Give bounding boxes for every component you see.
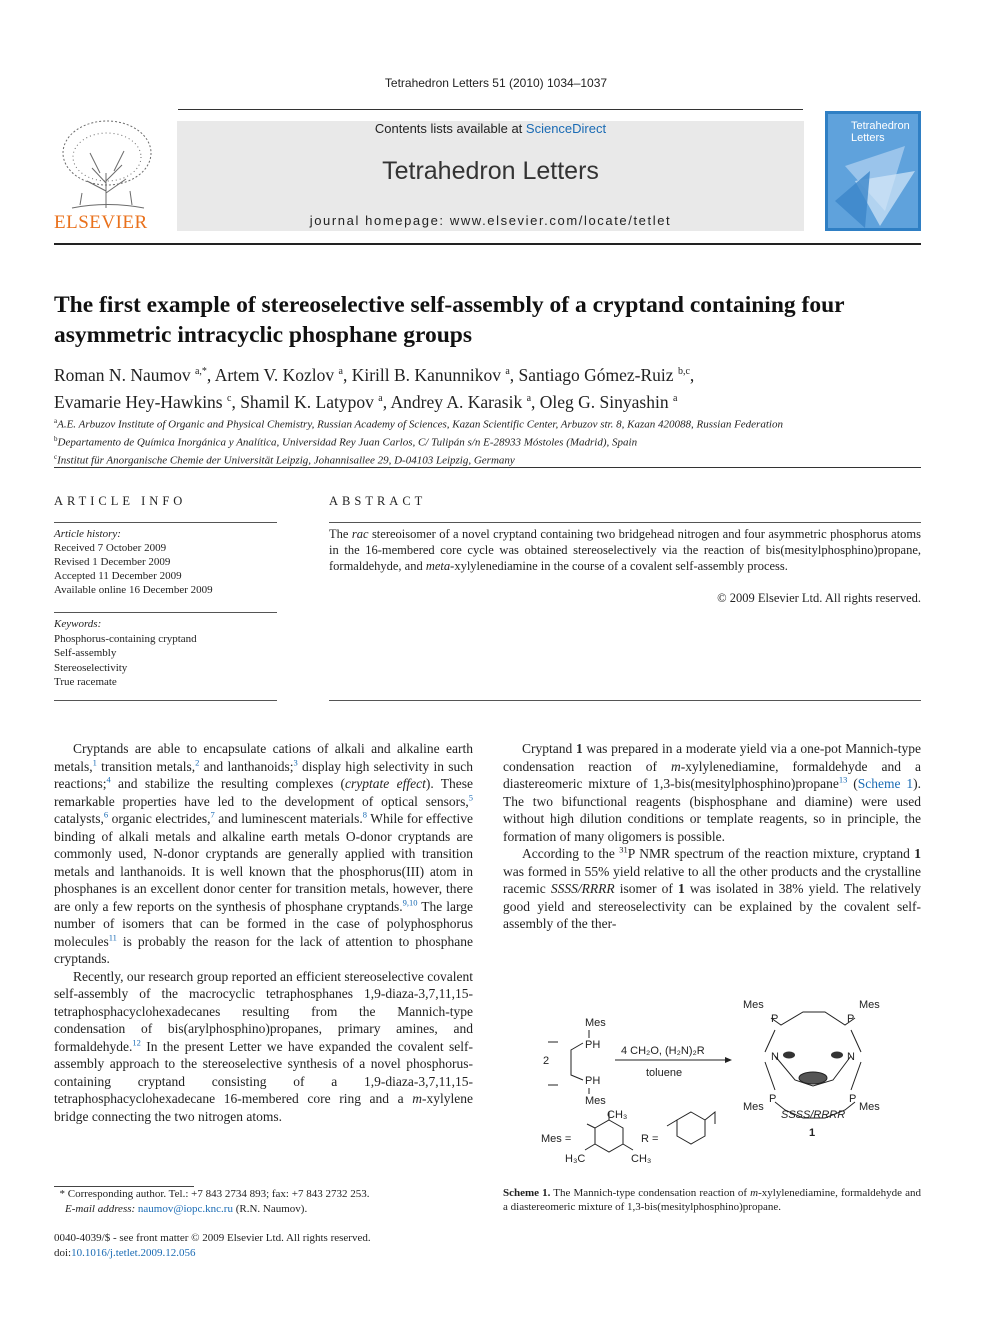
author-affil-mark: b,c bbox=[677, 366, 690, 377]
journal-cover-image bbox=[825, 111, 921, 231]
journal-title: Tetrahedron Letters bbox=[382, 157, 599, 185]
contents-prefix: Contents lists available at bbox=[374, 121, 526, 136]
author-line-2: Evamarie Hey-Hawkins $^c$, Shamil K. Latypov $^a$, Andrey A. Karasik $^a$, Oleg G. Sinyashin $^a$ bbox=[54, 391, 678, 412]
article-info-heading: ARTICLE INFO bbox=[54, 494, 187, 508]
history-item: Received 7 October 2009 bbox=[54, 542, 167, 554]
email-label: E-mail address: bbox=[65, 1202, 138, 1215]
cover-title-1: Tetrahedron bbox=[851, 120, 910, 132]
article-title: The first example of stereoselective self-assembly of a cryptand containing four asymmetric intracyclic phosphane groups bbox=[54, 292, 845, 348]
scheme-mes-label: Mes bbox=[859, 1101, 880, 1113]
text: SSSS/RRRR bbox=[550, 881, 615, 896]
text: ). These remarkable properties have led to the development of optical sensors, bbox=[54, 776, 473, 809]
body-paragraph bbox=[503, 740, 921, 845]
author-affil-mark: a bbox=[338, 366, 343, 377]
issn-line: 0040-4039/$ - see front matter © 2009 Elsevier Ltd. All rights reserved. bbox=[54, 1232, 371, 1244]
scheme-mes-label: Mes bbox=[585, 1095, 606, 1107]
scheme-ph-label: PH bbox=[585, 1075, 601, 1087]
footnote-text: (R.N. Naumov). bbox=[232, 1202, 308, 1215]
author-affil-mark: a bbox=[672, 392, 678, 404]
front-matter bbox=[54, 1231, 474, 1260]
email-link[interactable]: naumov@iopc.knc.ru bbox=[137, 1202, 233, 1215]
text: -xylylenediamine, formaldehyde and a diastereomeric mixture of 1,3-bis(mesitylphosphino)propane bbox=[503, 758, 921, 791]
scheme-caption bbox=[503, 1186, 921, 1214]
reference-link[interactable]: 9,10 bbox=[402, 897, 418, 907]
scheme-1-reaction bbox=[503, 990, 921, 1180]
article-history bbox=[54, 527, 284, 597]
cover-title-2: Letters bbox=[851, 132, 885, 144]
text: isomer of bbox=[614, 881, 678, 896]
doi-link[interactable]: 10.1016/j.tetlet.2009.12.056 bbox=[71, 1246, 196, 1259]
caption-text: -xylylenediamine, formaldehyde and a diastereomeric mixture of 1,3-bis(mesitylphosphino)propane. bbox=[503, 1187, 921, 1213]
journal-citation: Tetrahedron Letters 51 (2010) 1034–1037 bbox=[384, 76, 608, 90]
abstract-fragment: The bbox=[329, 527, 352, 541]
section-rule bbox=[54, 467, 921, 468]
text: was isolated in 38% yield. The relatively good yield and stereoselectivity can be explained by the covalent self-assembly of the ther- bbox=[503, 881, 921, 931]
text: According to the bbox=[522, 846, 620, 861]
text: P NMR spectrum of the reaction mixture, cryptand bbox=[627, 846, 915, 861]
text: catalysts, bbox=[54, 811, 104, 826]
text: display high selectivity in such reactions; bbox=[54, 758, 473, 791]
abstract-fragment: -xylylenediamine in the course of a covalent self-assembly process. bbox=[450, 559, 788, 573]
scheme-mes-label: Mes bbox=[743, 999, 764, 1011]
body-left-column bbox=[54, 740, 473, 1125]
lone-pair bbox=[831, 1052, 843, 1059]
scheme-n-atom: N bbox=[847, 1051, 855, 1063]
history-label: Article history: bbox=[54, 528, 121, 540]
header-rule bbox=[54, 243, 921, 245]
scheme-solvent: toluene bbox=[646, 1067, 683, 1079]
affil-mark: a bbox=[54, 417, 58, 425]
contents-availability bbox=[177, 121, 804, 136]
journal-homepage[interactable]: journal homepage: www.elsevier.com/locate/tetlet bbox=[309, 213, 672, 228]
compound-number: 1 bbox=[914, 846, 921, 861]
scheme-ch3: CH₃ bbox=[631, 1153, 652, 1165]
author[interactable]: Roman N. Naumov bbox=[54, 364, 191, 385]
keyword: Stereoselectivity bbox=[54, 661, 128, 674]
reference-link[interactable]: 1 bbox=[92, 757, 97, 767]
header-top-rule bbox=[178, 109, 803, 110]
publisher-logo-text: ELSEVIER bbox=[54, 212, 148, 233]
scheme-reagents: 4 CH₂O, (H₂N)₂R bbox=[621, 1045, 705, 1057]
text: -xylylene bridge connecting the two nitrogen atoms. bbox=[54, 1091, 473, 1124]
history-item: Available online 16 December 2009 bbox=[54, 584, 213, 596]
scheme-r-def: R = bbox=[641, 1133, 659, 1145]
scheme-mes-label: Mes bbox=[743, 1101, 764, 1113]
reference-link[interactable]: 6 bbox=[103, 809, 109, 820]
sciencedirect-link[interactable]: ScienceDirect bbox=[525, 121, 607, 136]
text: transition metals, bbox=[96, 758, 196, 774]
footnote-line bbox=[54, 1202, 474, 1217]
text: While for effective binding of alkali metals and alkaline earth metals O-donor cryptands are commonly used, N-donor cryptands are generally applied with transition metals and lanthanoids. It is well known that the phosphorus(III) atom in phosphanes is an excellent donor center for transition metals, however, there are only a few reports on the synthesis of phosphane cryptands. bbox=[54, 811, 473, 914]
reference-link[interactable]: 11 bbox=[108, 932, 117, 942]
scheme-mes-label: Mes bbox=[859, 999, 880, 1011]
isotope-mark: 31 bbox=[619, 844, 628, 855]
body-right-column bbox=[503, 740, 921, 933]
scheme-ch3: CH₃ bbox=[607, 1109, 628, 1121]
author-affil-mark: a bbox=[378, 392, 383, 404]
affil-text: A.E. Arbuzov Institute of Organic and Physical Chemistry, Russian Academy of Sciences, Kazan Scientific Center, Arbuzov str. 8, Kazan 420088, Russian Federation bbox=[57, 418, 783, 431]
author[interactable]: Shamil K. Latypov bbox=[240, 391, 374, 412]
reference-link[interactable]: 7 bbox=[210, 809, 215, 820]
affil-mark: b bbox=[54, 435, 58, 444]
scheme-n-atom: N bbox=[771, 1051, 779, 1063]
keywords-label: Keywords: bbox=[54, 618, 102, 630]
author-affil-mark: a bbox=[526, 392, 532, 404]
scheme-stereo-label: SSSS/RRRR bbox=[781, 1109, 846, 1121]
keyword: Phosphorus-containing cryptand bbox=[54, 632, 197, 645]
reference-link[interactable]: 3 bbox=[293, 757, 298, 767]
author-list bbox=[54, 360, 924, 414]
text: cryptate effect bbox=[345, 776, 426, 791]
reference-link[interactable]: 12 bbox=[132, 1037, 141, 1047]
footnote-text: Corresponding author. Tel.: +7 843 2734 893; fax: +7 843 2732 253. bbox=[65, 1188, 370, 1200]
text: m bbox=[412, 1091, 423, 1106]
affiliation-c bbox=[54, 450, 924, 468]
author-line-1: Roman N. Naumov $^{a,*}$, Artem V. Kozlov $^a$, Kirill B. Kanunnikov $^a$, Santiago Gómez-Ruiz $^{b,c}$, bbox=[54, 364, 695, 385]
doi-label: doi: bbox=[54, 1246, 72, 1259]
text: The large number of isomers that can be formed in the case of polyphosphorus molecules bbox=[54, 898, 473, 949]
affil-text: Departamento de Química Inorgánica y Analítica, Universidad Rey Juan Carlos, C/ Tulipán s/n E-28933 Móstoles (Madrid), Spain bbox=[57, 436, 638, 449]
author[interactable]: Andrey A. Karasik bbox=[390, 391, 523, 412]
info-rule bbox=[54, 612, 277, 613]
reaction-arrowhead bbox=[725, 1057, 732, 1063]
corresponding-author-footnote bbox=[54, 1187, 474, 1216]
scheme-link[interactable]: Scheme 1 bbox=[857, 776, 914, 791]
caption-text: m bbox=[750, 1187, 759, 1199]
abstract-text bbox=[329, 526, 921, 574]
text: and lanthanoids; bbox=[199, 758, 294, 774]
reference-link[interactable]: 4 bbox=[106, 774, 111, 785]
history-item: Accepted 11 December 2009 bbox=[54, 570, 182, 582]
footnote-mark: * bbox=[59, 1188, 65, 1200]
text: Cryptands are able to encapsulate cations of alkali and alkaline earth metals, bbox=[54, 741, 473, 774]
body-paragraph bbox=[54, 968, 473, 1126]
scheme-h3c: H₃C bbox=[565, 1153, 586, 1165]
compound-number: 1 bbox=[575, 741, 583, 756]
body-paragraph bbox=[54, 740, 473, 968]
history-item: Revised 1 December 2009 bbox=[54, 556, 171, 568]
caption-text: The Mannich-type condensation reaction of bbox=[550, 1187, 751, 1199]
affiliation-b bbox=[54, 432, 924, 450]
text: Cryptand bbox=[522, 741, 576, 756]
caption-label: Scheme 1. bbox=[503, 1187, 551, 1199]
reference-link[interactable]: 2 bbox=[195, 757, 200, 767]
text: ( bbox=[847, 776, 858, 791]
text: Recently, our research group reported an efficient stereoselective covalent self-assembly of the macrocyclic tetraphosphanes 1,9-diaza-3,7,11,15-tetraphosphacyclohexadecanes resulting from the Mannich-type condensation of bis(arylphosphino)propanes, primary amines, and formaldehyde. bbox=[54, 968, 473, 1054]
author[interactable]: Santiago Gómez-Ruiz bbox=[518, 364, 674, 385]
author[interactable]: Kirill B. Kanunnikov bbox=[351, 364, 501, 385]
author[interactable]: Oleg G. Sinyashin bbox=[539, 391, 669, 412]
affiliation-a bbox=[54, 414, 924, 432]
abstract-rule bbox=[329, 522, 921, 523]
scheme-coefficient: 2 bbox=[543, 1055, 550, 1067]
affiliations bbox=[54, 414, 924, 468]
doi-line bbox=[54, 1246, 474, 1261]
abstract-heading: ABSTRACT bbox=[329, 494, 427, 508]
scheme-ph-label: PH bbox=[585, 1039, 601, 1051]
author-affil-mark: a,* bbox=[194, 366, 207, 377]
keyword: True racemate bbox=[54, 676, 117, 688]
text: In the present Letter we have expanded the covalent self-assembly approach to the stereoselective synthesis of a novel phosphorus-containing cryptand consisting of a 1,9-diaza-3,7,11,15-tetraphosphacyclohexadecane 16-membered core ring and a bbox=[54, 1038, 473, 1106]
scheme-p-atom: P bbox=[847, 1013, 855, 1025]
footnote-line bbox=[54, 1187, 474, 1202]
reference-link[interactable]: 13 bbox=[838, 774, 848, 785]
abstract-fragment: rac bbox=[351, 527, 369, 541]
abstract-copyright: © 2009 Elsevier Ltd. All rights reserved. bbox=[717, 591, 921, 605]
affil-text: Institut für Anorganische Chemie der Universität Leipzig, Johannisallee 29, D-04103 Leipzig, Germany bbox=[57, 454, 515, 467]
text: organic electrides, bbox=[108, 811, 211, 826]
abstract-fragment: stereoisomer of a novel cryptand containing two bridgehead nitrogen and four asymmetric phosphorus atoms in the 16-membered core cycle was obtained stereoselectively via the reaction of bis(mesitylphosphino)propane, formaldehyde, and bbox=[329, 527, 922, 573]
scheme-compound-number: 1 bbox=[809, 1127, 816, 1139]
scheme-p-atom: P bbox=[771, 1013, 779, 1025]
keywords bbox=[54, 617, 284, 690]
info-rule bbox=[54, 522, 277, 523]
author[interactable]: Evamarie Hey-Hawkins bbox=[54, 391, 223, 412]
lone-pair bbox=[783, 1052, 795, 1059]
text: m bbox=[670, 758, 681, 774]
scheme-p-atom: P bbox=[769, 1093, 777, 1105]
text: is probably the reason for the lack of attention to phosphane cryptands. bbox=[54, 933, 473, 966]
reference-link[interactable]: 8 bbox=[362, 809, 368, 820]
author-affil-mark: a bbox=[505, 366, 510, 377]
text: ). The two bifunctional reagents (bisphosphane and diamine) were used without high dilution conditions or template reagents, so in principle, the formation of many oligomers is possible. bbox=[503, 776, 921, 844]
author[interactable]: Artem V. Kozlov bbox=[214, 364, 335, 385]
scheme-mes-label: Mes bbox=[585, 1017, 606, 1029]
abstract-fragment: meta bbox=[425, 559, 451, 573]
scheme-mes-def: Mes = bbox=[541, 1133, 572, 1145]
text: was formed in 55% yield relative to all the other products and the crystalline racemic bbox=[503, 863, 921, 896]
affil-mark: c bbox=[54, 453, 58, 462]
scheme-p-atom: P bbox=[849, 1093, 857, 1105]
body-paragraph bbox=[503, 845, 921, 933]
author-affil-mark: c bbox=[227, 392, 232, 404]
compound-number: 1 bbox=[678, 881, 685, 896]
info-rule bbox=[54, 700, 277, 701]
reference-link[interactable]: 5 bbox=[468, 792, 473, 802]
text: and stabilize the resulting complexes ( bbox=[110, 776, 346, 791]
abstract-rule bbox=[329, 700, 921, 701]
text: and luminescent materials. bbox=[214, 811, 363, 826]
text: was prepared in a moderate yield via a one-pot Mannich-type condensation reaction of bbox=[503, 741, 921, 774]
keyword: Self-assembly bbox=[54, 647, 117, 659]
